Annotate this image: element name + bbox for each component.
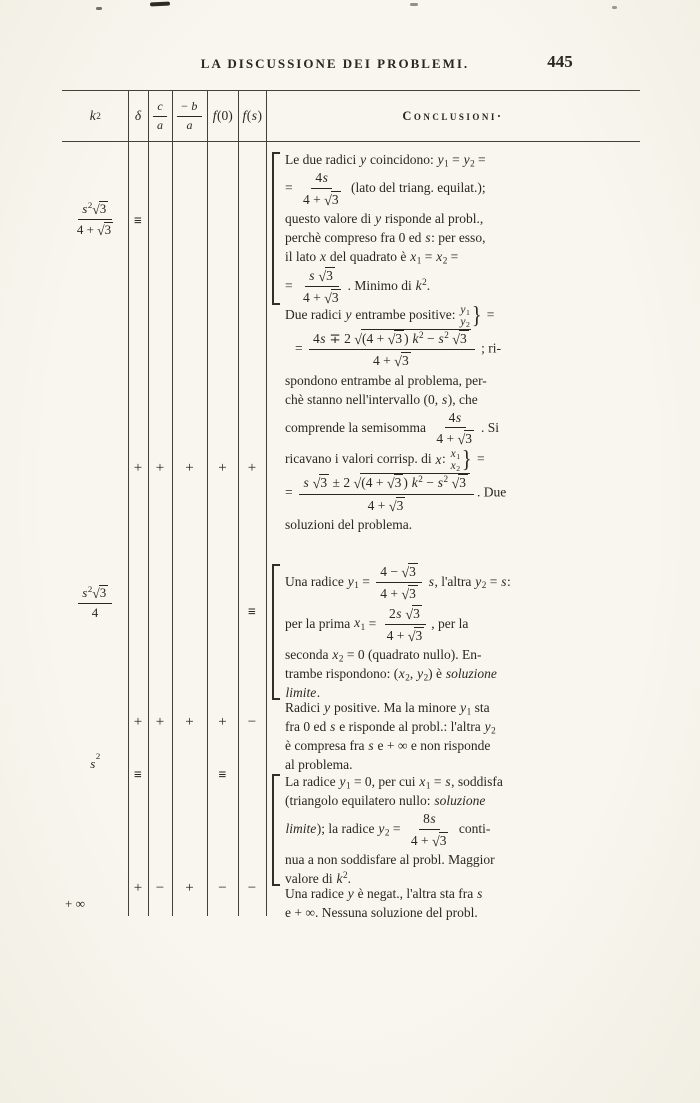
radicand: 3 xyxy=(331,191,339,207)
fraction-numerator: 4s ∓ 2 √(4 + √3 ) $k^2 - s^2$ √3 xyxy=(309,329,475,350)
math-var: b xyxy=(191,98,198,113)
radical-sign: √ xyxy=(354,332,362,348)
subscript: 2 xyxy=(481,580,487,591)
brace-group xyxy=(450,448,473,472)
superscript: 2 xyxy=(342,869,348,880)
math-var: s xyxy=(501,573,507,589)
radicand: (4 + √3 ) $k^2 - s^2$ √3 xyxy=(360,473,470,491)
text-line: = $\frac{s √3 \pm 2 √(4 + √3 ) k^2 - s^2 √3}{4 + √3}$ . Due xyxy=(285,474,507,515)
fraction-numerator: 4s xyxy=(445,410,466,429)
radical-sign: √ xyxy=(452,332,460,348)
math-var: x xyxy=(419,774,426,789)
math-var: y xyxy=(375,210,382,226)
text-line: al problema. xyxy=(285,757,353,772)
fraction-numerator: 2s √3 xyxy=(385,605,426,625)
math-var: s xyxy=(320,331,326,346)
radicand: 3 xyxy=(439,832,447,848)
subscript: 1 xyxy=(444,158,449,169)
math-var: y xyxy=(484,719,491,734)
math-var: s xyxy=(425,229,431,245)
math-var: s xyxy=(438,331,444,346)
text-line: limite); la radice $y_2$ = $\frac{8s}{4 + √3}$ conti- xyxy=(285,811,491,850)
subscript: 1 xyxy=(456,452,461,462)
scan-artifact xyxy=(612,6,617,9)
subscript: 1 xyxy=(425,780,431,791)
math-var: c xyxy=(157,98,163,113)
fraction-numerator xyxy=(78,201,112,220)
math-var: x xyxy=(410,248,417,264)
sqrt xyxy=(318,268,335,283)
fraction-numerator: − b xyxy=(177,100,202,117)
sign-f0: + xyxy=(218,460,227,476)
fraction-numerator xyxy=(153,100,167,117)
sign-delta: + xyxy=(133,880,143,896)
superscript: 2 xyxy=(422,276,427,287)
fraction xyxy=(177,100,202,133)
text-line: chè stanno nell'intervallo (0, s), che xyxy=(285,391,478,407)
left-bracket xyxy=(272,152,280,305)
superscript: 2 xyxy=(419,329,424,340)
math-var: s xyxy=(330,719,336,734)
subscript: 1 xyxy=(465,307,470,317)
brace-group xyxy=(460,304,483,328)
col-header-c-over-a xyxy=(148,92,172,140)
col-header-minus-b-over-a xyxy=(172,92,207,140)
fraction-denominator: 4 + √3 xyxy=(303,290,339,308)
sign-minus-b-over-a: + xyxy=(185,880,194,896)
zero-mark: ≡ xyxy=(134,214,142,229)
k-value-4: + ∞ xyxy=(65,896,85,911)
fraction-numerator: 4 − √3 xyxy=(376,563,422,583)
sign-delta: + xyxy=(133,714,143,730)
math-var: s xyxy=(90,756,96,771)
text-line: comprende la semisomma $\frac{4s}{4 + √3}$ . Si xyxy=(285,409,500,449)
math-var: soluzione xyxy=(445,666,497,682)
sqrt xyxy=(354,331,471,346)
fraction-denominator: 4 + √3 xyxy=(303,191,339,209)
text-line: trambe rispondono: ($x_2$, $y_2$) è soluzione xyxy=(285,666,497,683)
fraction xyxy=(309,329,475,370)
radical-sign: √ xyxy=(387,332,396,348)
text-line: = $\frac{4s \mp 2 √(4 + √3 ) k^2 - s^2 √3}{4 + √3}$ ; ri- xyxy=(295,329,501,371)
left-bracket xyxy=(272,564,280,700)
text-line: questo valore di y risponde al probl., xyxy=(285,210,484,226)
math-var: k xyxy=(336,870,343,886)
math-var: y xyxy=(475,573,482,589)
math-var: s xyxy=(477,886,483,901)
sign-c-over-a: − xyxy=(155,880,165,896)
sqrt xyxy=(457,431,474,449)
page-number: 445 xyxy=(547,52,573,71)
math-var: x xyxy=(332,647,339,663)
math-var: y xyxy=(460,304,466,316)
superscript: 2 xyxy=(95,751,101,761)
text-line: nua a non soddisfare al probl. Maggior xyxy=(285,851,495,867)
radical-sign: √ xyxy=(457,432,466,449)
conclusion-block-1 xyxy=(272,150,640,307)
radicand: 3 xyxy=(459,331,467,346)
fraction-numerator: s √3 ± 2 √(4 + √3 ) $k^2 - s^2$ √3 xyxy=(299,473,474,494)
radical-sign: √ xyxy=(401,565,410,581)
radical-sign: √ xyxy=(388,498,397,515)
radical-sign: √ xyxy=(324,192,332,209)
sqrt xyxy=(432,833,449,848)
fraction xyxy=(432,410,478,448)
subscript: 1 xyxy=(416,255,422,266)
radical-sign: √ xyxy=(431,833,440,850)
subscript: 1 xyxy=(354,580,359,591)
sqrt xyxy=(405,606,422,621)
radical-sign: √ xyxy=(312,476,321,493)
col-header-delta xyxy=(128,92,148,140)
math-var: a xyxy=(186,117,193,132)
math-var: x xyxy=(450,448,456,461)
radicand: 3 xyxy=(465,431,472,447)
subscript: 2 xyxy=(338,653,344,664)
subscript: 1 xyxy=(360,621,366,632)
fraction-denominator: 4 + √3 xyxy=(367,497,404,515)
radicand: 3 xyxy=(326,267,333,283)
fraction-denominator: 4 xyxy=(91,604,99,620)
text-line: Due radici y entrambe positive: $y_1$ $y_2$ } = xyxy=(285,302,495,329)
subscript: 2 xyxy=(465,319,470,329)
radicand: 3 xyxy=(331,290,339,306)
radicand: 3 xyxy=(415,627,423,643)
text-line: seconda $x_2 = 0$ (quadrato nullo). En- xyxy=(285,647,482,664)
math-var: s xyxy=(303,475,309,491)
subscript: 1 xyxy=(345,780,351,791)
fraction-denominator: 4 + √3 xyxy=(436,431,472,449)
superscript: 2 xyxy=(443,474,449,485)
math-var: x xyxy=(436,248,443,264)
zero-mark: ≡ xyxy=(218,768,227,783)
radicand: 3 xyxy=(99,201,107,216)
text-line: per la prima $x_1$ = $\frac{2s √3}{4 + √3}$ , per la xyxy=(285,605,469,645)
superscript: 2 xyxy=(418,474,423,485)
fraction-denominator xyxy=(182,117,197,133)
math-var: s xyxy=(437,475,443,491)
math-var: x xyxy=(398,666,405,682)
fraction-denominator: 4 + √3 xyxy=(386,627,423,645)
text-line: (triangolo equilatero nullo: soluzione xyxy=(285,793,486,808)
table-column-divider xyxy=(207,90,208,916)
radical-sign: √ xyxy=(386,476,395,493)
sign-f0: − xyxy=(218,880,227,896)
radicand: 3 xyxy=(413,605,420,621)
brace-stack xyxy=(450,448,460,472)
sqrt xyxy=(312,475,330,493)
radicand: 3 xyxy=(395,331,403,346)
text-line: perchè compreso fra 0 ed s: per esso, xyxy=(285,229,486,245)
sqrt xyxy=(353,474,470,493)
radicand: 3 xyxy=(401,353,409,369)
fraction-denominator: 4 + √3 xyxy=(373,353,409,371)
sqrt xyxy=(97,222,113,237)
superscript: 2 xyxy=(444,329,449,340)
fraction-numerator: 8s xyxy=(419,811,440,830)
fraction-numerator xyxy=(78,585,112,604)
math-var: s xyxy=(396,605,402,621)
text-line: Una radice $y_1$ = $\frac{4 - √3}{4 + √3}$ s, l'altra $y_2 = s$: xyxy=(285,564,511,604)
conclusion-block-3 xyxy=(272,562,640,702)
math-var: f xyxy=(242,108,247,123)
col-header-conclusioni: Conclusioni· xyxy=(402,108,504,123)
text-line: Una radice y è negat., l'altra sta fra s xyxy=(285,886,483,901)
math-var: s xyxy=(82,201,88,216)
math-var: y xyxy=(339,774,346,789)
superscript: 2 xyxy=(87,200,93,211)
conclusion-block-5 xyxy=(272,772,640,888)
sign-delta: + xyxy=(133,460,143,476)
zero-mark: ≡ xyxy=(248,605,256,620)
fraction-denominator xyxy=(153,117,168,133)
radical-sign: √ xyxy=(324,291,332,308)
scan-artifact xyxy=(150,1,170,6)
conclusion-lines xyxy=(285,772,640,888)
math-var: y xyxy=(347,886,354,901)
subscript: 1 xyxy=(466,706,472,717)
fraction xyxy=(299,473,474,514)
math-var: a xyxy=(157,117,163,132)
math-var: limite xyxy=(285,685,317,701)
text-line: ricavano i valori corrisp. di x: $x_1$ $x_2$ } = xyxy=(285,446,485,474)
sign-fs: − xyxy=(247,880,257,896)
radicand: 3 xyxy=(99,585,107,600)
radical-sign: √ xyxy=(92,202,100,217)
math-var: y xyxy=(437,152,444,167)
math-var: x xyxy=(435,451,442,467)
math-var: s xyxy=(445,774,451,789)
math-var: soluzione xyxy=(434,793,486,808)
radicand: 3 xyxy=(409,586,416,602)
table-column-divider xyxy=(266,90,267,916)
sqrt xyxy=(401,586,418,604)
sqrt xyxy=(324,192,341,207)
radical-sign: √ xyxy=(405,606,414,623)
text-line: fra 0 ed s e risponde al probl.: l'altra $y_2$ xyxy=(285,719,496,736)
math-var: δ xyxy=(134,108,142,123)
sign-minus-b-over-a: + xyxy=(185,714,194,730)
brace-stack xyxy=(460,304,470,328)
brace-stack-line xyxy=(450,460,460,472)
math-var: y xyxy=(345,307,352,323)
radical-sign: √ xyxy=(451,476,460,493)
running-title: LA DISCUSSIONE DEI PROBLEMI. xyxy=(200,56,470,71)
conclusion-block-6 xyxy=(272,884,640,922)
radicand: 3 xyxy=(409,564,416,579)
text-line: Radici y positive. Ma la minore $y_1$ sta xyxy=(285,700,490,717)
sqrt xyxy=(389,498,406,513)
fraction xyxy=(299,170,345,208)
sqrt xyxy=(394,353,411,371)
sign-fs: + xyxy=(247,460,257,476)
math-var: x xyxy=(320,248,326,264)
left-bracket xyxy=(272,774,280,886)
table-column-divider xyxy=(148,90,149,916)
math-var: k xyxy=(412,331,419,346)
math-var: s xyxy=(442,391,448,407)
subscript: 2 xyxy=(491,725,496,736)
col-header-k2: k 2 xyxy=(89,108,101,123)
math-var: s xyxy=(455,409,462,425)
sign-fs: − xyxy=(247,714,257,730)
sqrt xyxy=(324,290,341,308)
conclusion-block-2 xyxy=(272,304,640,534)
col-header-fs: f ( s ) xyxy=(242,108,263,123)
radicand: (4 + √3 ) $k^2 - s^2$ √3 xyxy=(361,329,471,347)
fraction xyxy=(383,605,429,645)
radical-sign: √ xyxy=(318,268,327,285)
radical-sign: √ xyxy=(97,222,105,238)
math-var: y xyxy=(460,316,466,328)
fraction-numerator: 4s xyxy=(311,170,332,189)
fraction xyxy=(73,201,117,238)
text-line: valore di $k^2$. xyxy=(285,869,351,886)
table-column-divider xyxy=(172,90,173,916)
radicand: 3 xyxy=(104,221,112,237)
text-line: = $\frac{s √3}{4 + √3}$ . Minimo di $k^2$. xyxy=(285,267,431,308)
brace-stack-line xyxy=(450,448,460,460)
text-line: spondono entrambe al problema, per- xyxy=(285,372,487,388)
math-var: k xyxy=(415,277,422,293)
math-var: y xyxy=(347,573,354,589)
conclusion-lines xyxy=(285,562,640,702)
radicand: 3 xyxy=(394,475,402,491)
math-var: s xyxy=(430,811,436,826)
fraction-denominator: 4 + √3 xyxy=(380,586,416,604)
math-var: y xyxy=(463,152,470,167)
radical-sign: √ xyxy=(407,628,416,645)
scan-artifact xyxy=(410,3,418,6)
math-var: y xyxy=(360,152,367,167)
subscript: 2 xyxy=(456,464,461,474)
table-column-divider xyxy=(238,90,239,916)
text-line: è compresa fra s e + ∞ e non risponde xyxy=(285,738,491,753)
fraction-numerator xyxy=(305,267,339,287)
k-value-3 xyxy=(62,751,128,772)
math-var: limite xyxy=(285,821,317,836)
conclusion-lines xyxy=(285,150,640,307)
math-var: s xyxy=(428,573,434,589)
text-line: Le due radici y coincidono: $y_1 = y_2$ = xyxy=(285,152,486,169)
math-var: s xyxy=(82,585,88,600)
closing-brace: } xyxy=(471,302,482,329)
conclusion-lines xyxy=(285,698,640,774)
math-var: k xyxy=(411,475,418,491)
math-var: k xyxy=(89,108,96,123)
fraction xyxy=(153,100,168,133)
sqrt xyxy=(408,628,425,643)
sign-f0: + xyxy=(218,714,227,730)
math-var: y xyxy=(460,700,467,715)
text-line: limite. xyxy=(285,685,321,701)
math-var: x xyxy=(450,460,456,473)
sign-c-over-a: + xyxy=(155,714,165,730)
radical-sign: √ xyxy=(353,476,362,493)
text-line: soluzioni del problema. xyxy=(285,517,413,532)
text-line: il lato x del quadrato è $x_1 = x_2$ = xyxy=(285,248,459,266)
sqrt xyxy=(451,475,468,493)
closing-brace: } xyxy=(461,446,472,473)
sign-c-over-a: + xyxy=(155,460,165,476)
fraction-denominator: 4 + √3 xyxy=(410,832,447,850)
brace-stack-line xyxy=(460,304,470,316)
zero-mark: ≡ xyxy=(134,768,142,783)
scan-artifact xyxy=(96,7,102,10)
subscript: 2 xyxy=(442,255,448,266)
fraction xyxy=(78,585,112,621)
fraction-denominator: 4 + √3 xyxy=(76,221,112,238)
sqrt xyxy=(388,331,405,346)
conclusion-block-4 xyxy=(272,698,640,774)
text-line: = $\frac{4s}{4 + √3}$ (lato del triang. equilat.); xyxy=(285,170,486,209)
math-var: s xyxy=(309,267,315,283)
sqrt xyxy=(401,564,418,579)
math-var: x xyxy=(354,615,361,631)
math-var: y xyxy=(324,700,331,715)
math-var: y xyxy=(417,666,424,682)
conclusion-lines xyxy=(285,304,640,534)
math-var: s xyxy=(322,170,328,185)
superscript: 2 xyxy=(87,584,93,595)
conclusion-lines xyxy=(285,884,640,922)
sqrt xyxy=(92,585,108,600)
radical-sign: √ xyxy=(394,354,402,371)
col-header-f0: f (0) xyxy=(212,108,233,123)
math-var: s xyxy=(251,108,258,123)
radicand: 3 xyxy=(396,497,404,513)
subscript: 2 xyxy=(470,158,475,169)
brace-stack-line xyxy=(460,316,470,328)
sqrt xyxy=(92,201,108,216)
math-var: y xyxy=(378,821,385,836)
radical-sign: √ xyxy=(401,587,410,604)
k-value-1 xyxy=(62,200,128,239)
fraction xyxy=(407,811,453,849)
text-line: La radice $y_1 = 0$, per cui $x_1 = s$, soddisfa xyxy=(285,774,503,791)
sqrt xyxy=(452,331,469,346)
sign-minus-b-over-a: + xyxy=(185,460,194,476)
radicand: 3 xyxy=(320,475,328,491)
text-line: e + ∞. Nessuna soluzione del probl. xyxy=(285,905,478,920)
fraction xyxy=(376,563,422,603)
fraction xyxy=(299,267,345,307)
radicand: 3 xyxy=(459,475,466,491)
math-var: f xyxy=(212,108,217,123)
sqrt xyxy=(386,475,404,493)
k-value-2 xyxy=(62,584,128,622)
subscript: 2 xyxy=(384,827,390,838)
math-var: s xyxy=(368,738,374,753)
subscript: 2 xyxy=(405,672,410,683)
radical-sign: √ xyxy=(92,586,100,601)
subscript: 2 xyxy=(423,672,429,683)
